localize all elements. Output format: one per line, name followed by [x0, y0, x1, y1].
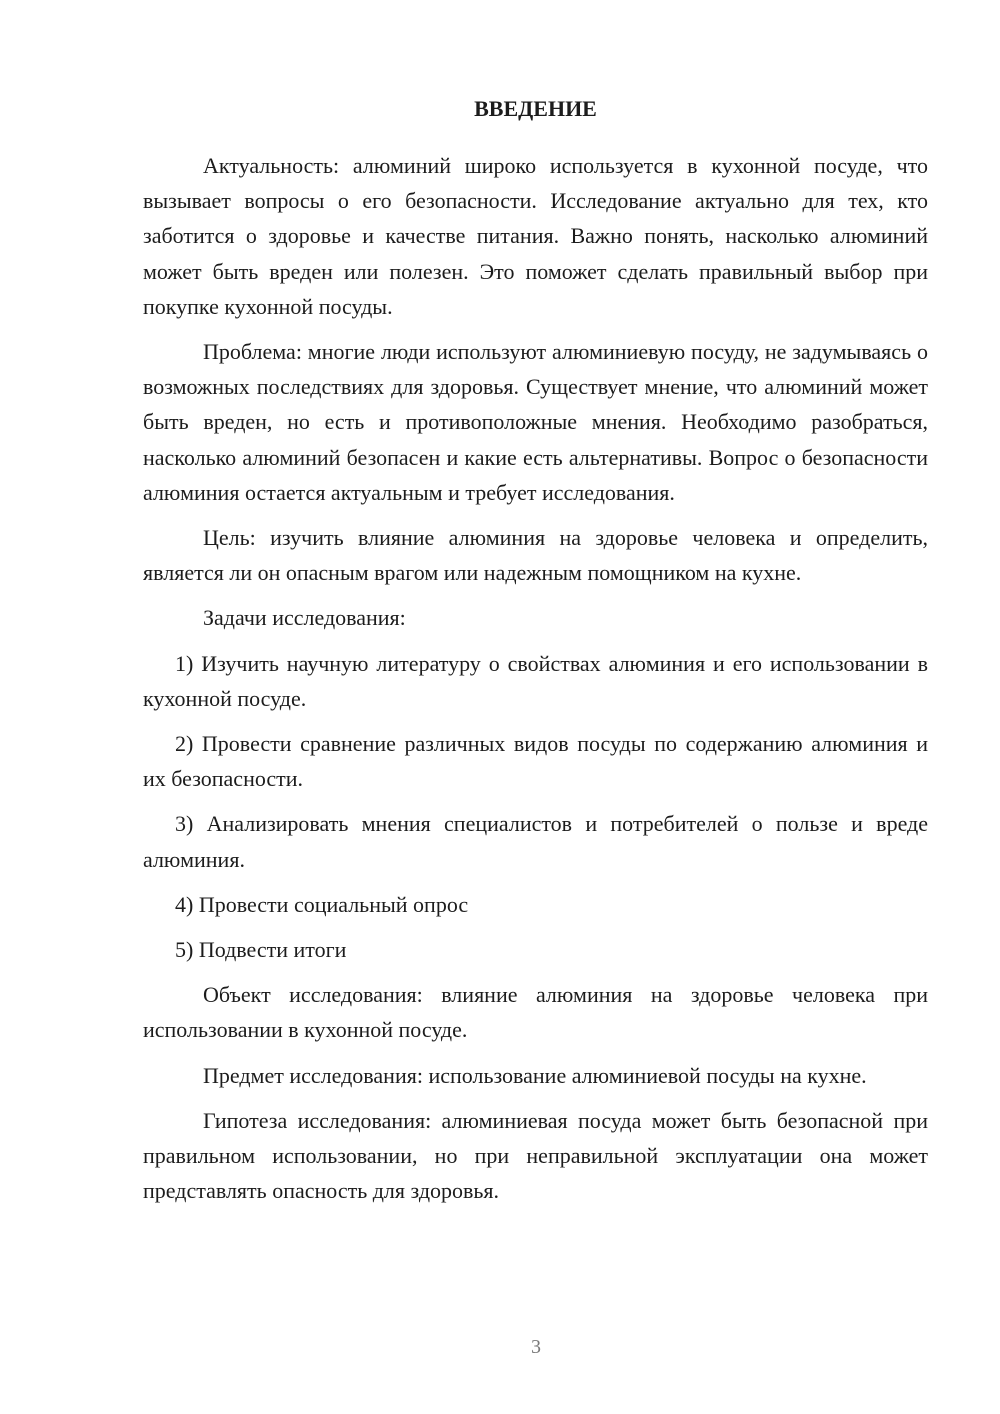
tasks-heading: Задачи исследования:	[203, 605, 406, 631]
object-paragraph: Объект исследования: влияние алюминия на здоровье человека при использовании в кухонной посуде.	[143, 982, 928, 1043]
document-page	[143, 92, 928, 1208]
goal-paragraph: Цель: изучить влияние алюминия на здоровье человека и определить, является ли он опасным врагом или надежным помощником на кухне.	[143, 525, 928, 586]
task-item-5: 5) Подвести итоги	[175, 937, 347, 963]
subject-paragraph: Предмет исследования: использование алюминиевой посуды на кухне.	[203, 1062, 867, 1088]
relevance-paragraph: Актуальность: алюминий широко используется в кухонной посуде, что вызывает вопросы о его безопасности. Исследование актуально для тех, кто заботится о здоровье и качестве питания. Важно понять, насколько алюминий может быть вреден или полезен. Это поможет сделать правильный выбор при покупке кухонной посуды.	[143, 153, 928, 319]
page-number: 3	[531, 1336, 541, 1358]
task-item-3: 3) Анализировать мнения специалистов и потребителей о пользе и вреде алюминия.	[143, 811, 928, 872]
problem-paragraph: Проблема: многие люди используют алюминиевую посуду, не задумываясь о возможных последствиях для здоровья. Существует мнение, что алюминий может быть вреден, но есть и противоположные мнения. Необходимо разобраться, насколько алюминий безопасен и какие есть альтернативы. Вопрос о безопасности алюминия остается актуальным и требует исследования.	[143, 339, 928, 505]
task-item-2: 2) Провести сравнение различных видов посуды по содержанию алюминия и их безопасности.	[143, 731, 928, 792]
task-item-4: 4) Провести социальный опрос	[175, 891, 469, 917]
hypothesis-paragraph: Гипотеза исследования: алюминиевая посуда может быть безопасной при правильном использовании, но при неправильной эксплуатации она может представлять опасность для здоровья.	[143, 1107, 928, 1204]
page-title: ВВЕДЕНИЕ	[474, 96, 597, 121]
task-item-1: 1) Изучить научную литературу о свойствах алюминия и его использовании в кухонной посуде.	[143, 650, 928, 711]
